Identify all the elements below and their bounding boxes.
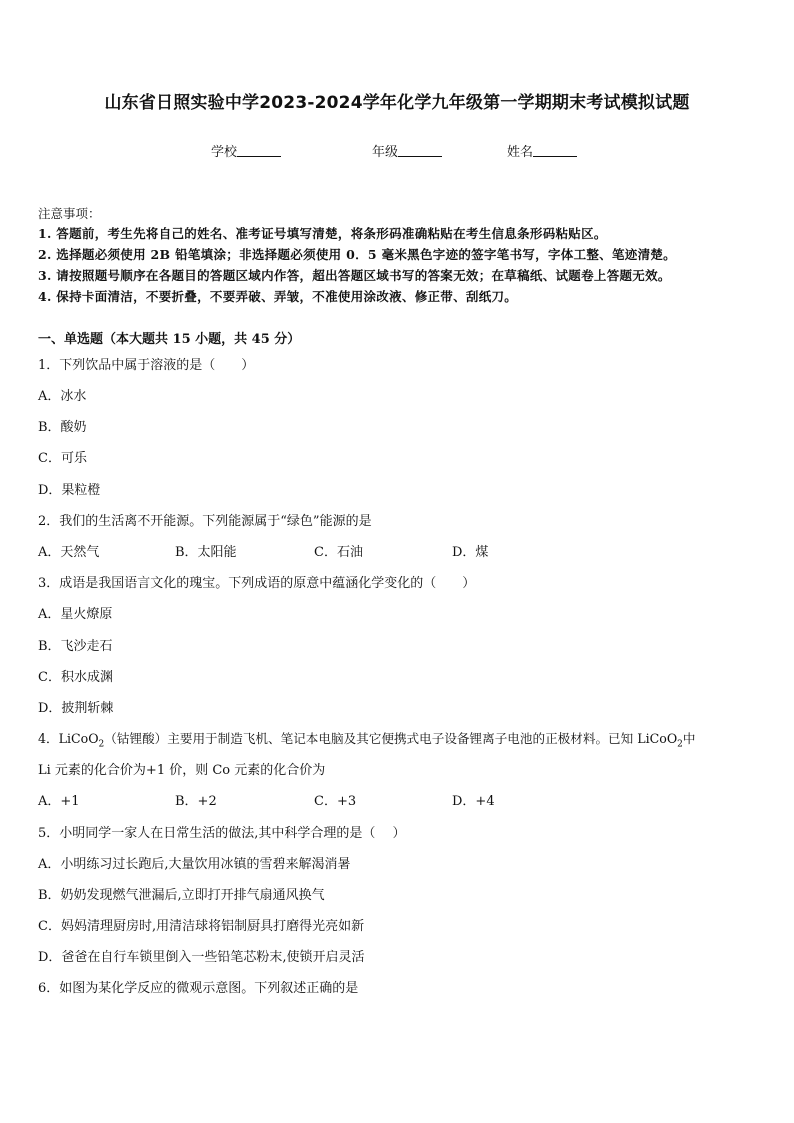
- name-field: [507, 141, 577, 160]
- grade-label: 年级: [372, 145, 399, 160]
- question-3-option-a: A．星火燎原: [38, 607, 113, 622]
- note-item: 2. 选择题必须使用 2B 铅笔填涂；非选择题必须使用 0．5 毫米黑色字迹的签字笔书写，字体工整、笔迹清楚。: [38, 247, 676, 262]
- question-4-options: [38, 790, 738, 808]
- question-4-stem: [38, 728, 695, 750]
- question-5-option-b: B．奶奶发现燃气泄漏后,立即打开排气扇通风换气: [38, 888, 325, 903]
- note-item: 1. 答题前，考生先将自己的姓名、准考证号填写清楚，将条形码准确粘贴在考生信息条形码粘贴区。: [38, 226, 607, 241]
- question-4-stem-line2: Li 元素的化合价为+1 价，则 Co 元素的化合价为: [38, 763, 326, 778]
- question-4-stem-part: 4．LiCoO: [38, 731, 99, 746]
- question-4-option-b: B．+2: [175, 794, 217, 809]
- notes-heading: 注意事项：: [38, 206, 101, 221]
- question-2-option-d: D．煤: [452, 545, 489, 560]
- exam-title: 山东省日照实验中学2023-2024学年化学九年级第一学期期末考试模拟试题: [104, 93, 690, 113]
- school-blank: [237, 144, 281, 157]
- name-blank: [533, 144, 577, 157]
- question-4-stem-part: 中: [682, 731, 696, 746]
- question-4-option-a: A．+1: [38, 794, 80, 809]
- question-1-option-c: C．可乐: [38, 451, 87, 466]
- question-5-stem: 5．小明同学一家人在日常生活的做法,其中科学合理的是（ ）: [38, 826, 406, 841]
- question-2-stem: 2．我们的生活离不开能源。下列能源属于“绿色”能源的是: [38, 514, 372, 529]
- question-5-option-d: D．爸爸在自行车锁里倒入一些铅笔芯粉末,使锁开启灵活: [38, 950, 365, 965]
- grade-field: [372, 141, 442, 160]
- question-1-stem: 1．下列饮品中属于溶液的是（ ）: [38, 358, 255, 373]
- question-3-stem: 3．成语是我国语言文化的瑰宝。下列成语的原意中蕴涵化学变化的（ ）: [38, 576, 476, 591]
- question-1-option-d: D．果粒橙: [38, 483, 101, 498]
- note-item: 3. 请按照题号顺序在各题目的答题区域内作答，超出答题区域书写的答案无效；在草稿纸、试题卷上答题无效。: [38, 268, 671, 283]
- question-1-option-a: A．冰水: [38, 389, 87, 404]
- school-field: [211, 141, 281, 160]
- question-2-option-c: C．石油: [314, 545, 363, 560]
- question-4-option-d: D．+4: [452, 794, 495, 809]
- section-title: 一、单选题（本大题共 15 小题，共 45 分）: [38, 332, 301, 347]
- question-3-option-b: B．飞沙走石: [38, 639, 113, 654]
- name-label: 姓名: [507, 145, 534, 160]
- question-4-stem-part: （钴锂酸）主要用于制造飞机、笔记本电脑及其它便携式电子设备锂离子电池的正极材料。已知 LiCoO: [104, 731, 678, 746]
- question-5-option-a: A．小明练习过长跑后,大量饮用冰镇的雪碧来解渴消暑: [38, 857, 351, 872]
- school-label: 学校: [211, 145, 238, 160]
- question-2-options: [38, 541, 738, 559]
- grade-blank: [398, 144, 442, 157]
- question-2-option-b: B．太阳能: [175, 545, 237, 560]
- question-5-option-c: C．妈妈清理厨房时,用清洁球将铝制厨具打磨得光亮如新: [38, 919, 365, 934]
- question-1-option-b: B．酸奶: [38, 420, 87, 435]
- subscript: 2: [677, 739, 683, 750]
- question-6-stem: 6．如图为某化学反应的微观示意图。下列叙述正确的是: [38, 981, 359, 996]
- question-4-option-c: C．+3: [314, 794, 357, 809]
- question-2-option-a: A．天然气: [38, 545, 100, 560]
- note-item: 4. 保持卡面清洁，不要折叠，不要弄破、弄皱，不准使用涂改液、修正带、刮纸刀。: [38, 289, 518, 304]
- question-3-option-c: C．积水成渊: [38, 670, 113, 685]
- subscript: 2: [98, 739, 105, 750]
- question-3-option-d: D．披荆斩棘: [38, 701, 114, 716]
